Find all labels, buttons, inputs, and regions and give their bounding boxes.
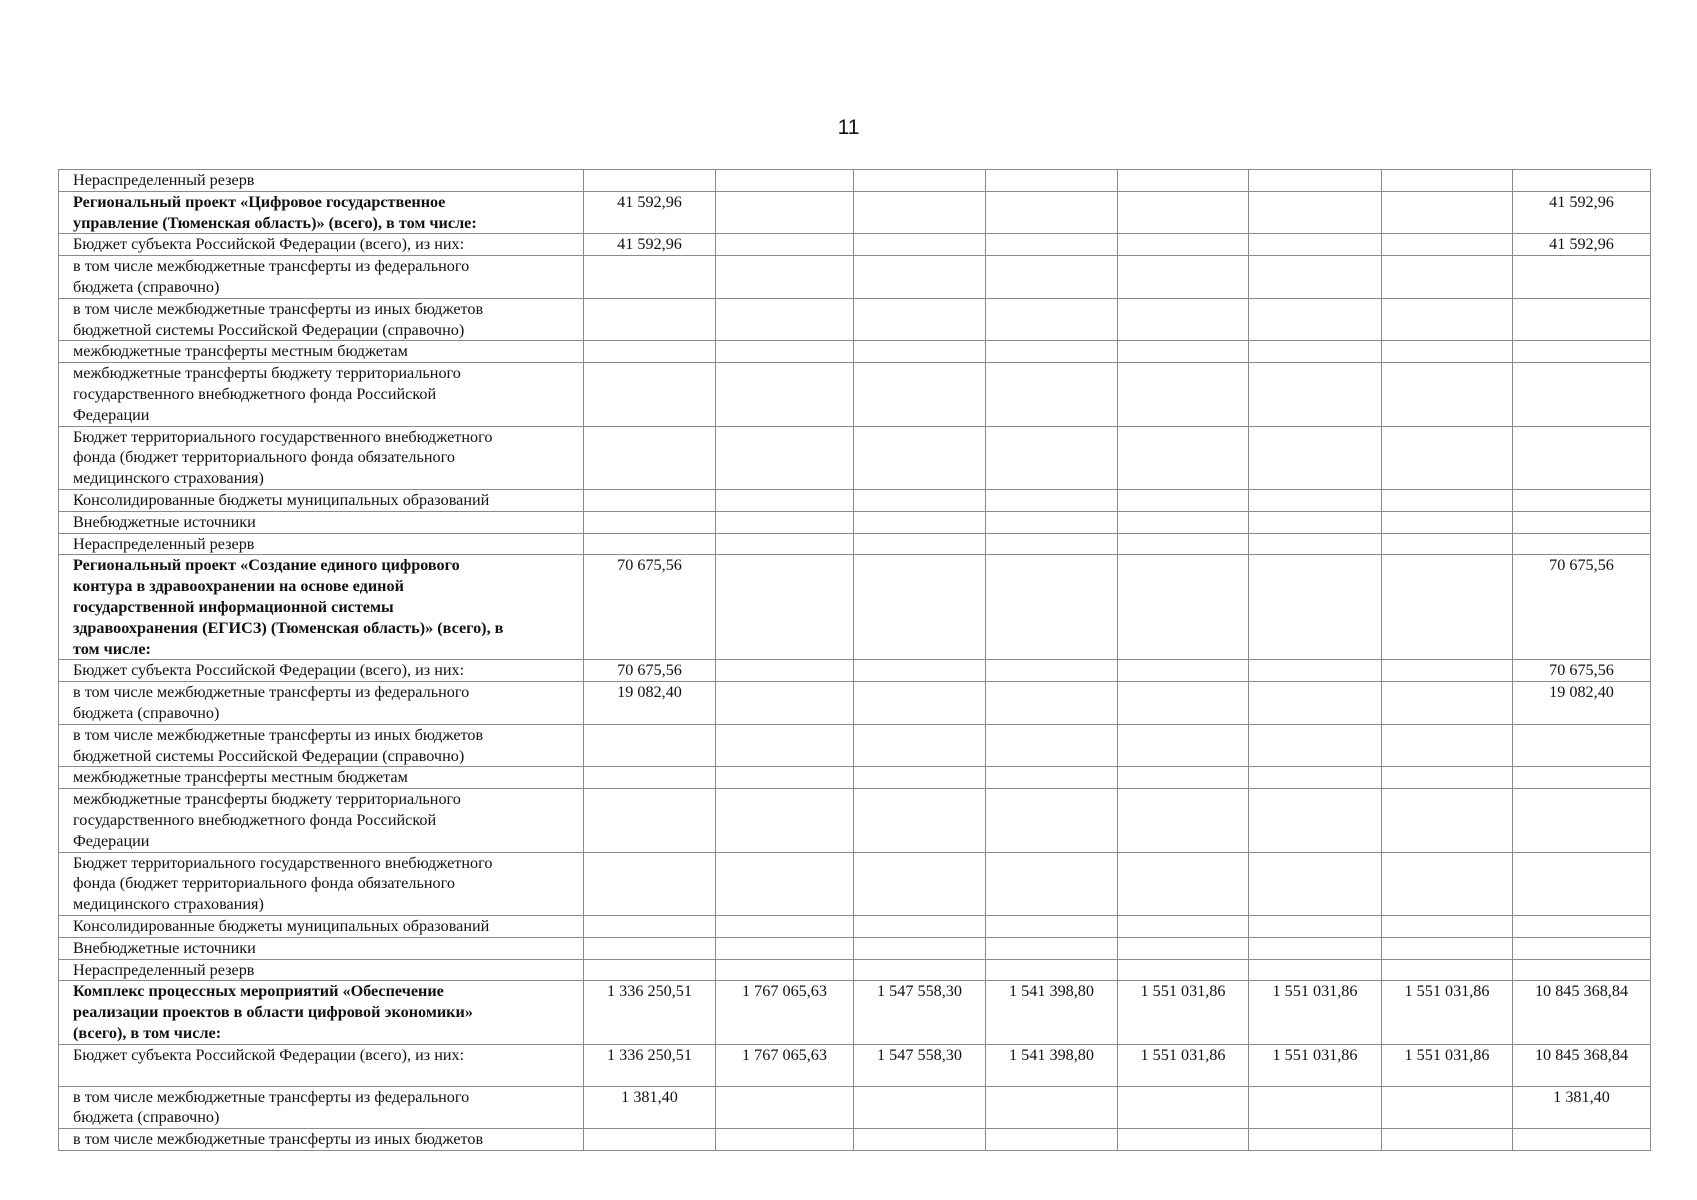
value-cell bbox=[716, 341, 854, 363]
value-cell bbox=[854, 555, 986, 660]
value-cell bbox=[1118, 789, 1249, 852]
value-cell bbox=[854, 298, 986, 341]
value-cell bbox=[1118, 363, 1249, 426]
value-cell bbox=[1382, 724, 1513, 767]
row-label: Внебюджетные источники bbox=[59, 511, 584, 533]
row-label: Комплекс процессных мероприятий «Обеспечение реализации проектов в области цифровой экономики» (всего), в том числе: bbox=[59, 981, 584, 1044]
value-cell bbox=[1382, 789, 1513, 852]
table-row bbox=[59, 555, 1651, 660]
value-cell bbox=[1382, 363, 1513, 426]
value-cell bbox=[716, 724, 854, 767]
value-cell: 1 381,40 bbox=[1513, 1086, 1651, 1129]
row-label: в том числе межбюджетные трансферты из иных бюджетов bbox=[59, 1129, 584, 1151]
value-cell bbox=[1249, 363, 1382, 426]
value-cell bbox=[1382, 767, 1513, 789]
row-label: межбюджетные трансферты бюджету территориального государственного внебюджетного фонда Российской Федерации bbox=[59, 789, 584, 852]
value-cell bbox=[854, 767, 986, 789]
row-label: межбюджетные трансферты местным бюджетам bbox=[59, 767, 584, 789]
value-cell bbox=[1249, 341, 1382, 363]
value-cell bbox=[584, 170, 716, 192]
row-label: в том числе межбюджетные трансферты из федерального бюджета (справочно) bbox=[59, 256, 584, 299]
value-cell bbox=[716, 915, 854, 937]
value-cell bbox=[716, 767, 854, 789]
table-row bbox=[59, 682, 1651, 725]
value-cell bbox=[1249, 191, 1382, 234]
table-row bbox=[59, 915, 1651, 937]
value-cell: 41 592,96 bbox=[1513, 191, 1651, 234]
row-label: Бюджет территориального государственного внебюджетного фонда (бюджет территориального фонда обязательного медицинского страхования) bbox=[59, 426, 584, 489]
table-row bbox=[59, 937, 1651, 959]
value-cell bbox=[1513, 852, 1651, 915]
value-cell bbox=[1249, 937, 1382, 959]
table-row bbox=[59, 511, 1651, 533]
value-cell bbox=[716, 1086, 854, 1129]
table-row bbox=[59, 852, 1651, 915]
row-label: Бюджет субъекта Российской Федерации (всего), из них: bbox=[59, 1044, 584, 1086]
value-cell bbox=[716, 234, 854, 256]
value-cell bbox=[1118, 915, 1249, 937]
table-row bbox=[59, 981, 1651, 1044]
row-label: Консолидированные бюджеты муниципальных образований bbox=[59, 489, 584, 511]
value-cell bbox=[854, 852, 986, 915]
value-cell bbox=[986, 555, 1118, 660]
value-cell bbox=[1513, 533, 1651, 555]
row-label: Бюджет субъекта Российской Федерации (всего), из них: bbox=[59, 660, 584, 682]
value-cell bbox=[584, 256, 716, 299]
value-cell bbox=[854, 426, 986, 489]
value-cell bbox=[1249, 489, 1382, 511]
value-cell bbox=[716, 682, 854, 725]
value-cell bbox=[854, 191, 986, 234]
row-label: межбюджетные трансферты местным бюджетам bbox=[59, 341, 584, 363]
value-cell bbox=[716, 959, 854, 981]
value-cell bbox=[986, 852, 1118, 915]
value-cell bbox=[1249, 852, 1382, 915]
value-cell bbox=[584, 915, 716, 937]
value-cell bbox=[1382, 915, 1513, 937]
value-cell bbox=[1513, 341, 1651, 363]
value-cell bbox=[986, 660, 1118, 682]
table-row bbox=[59, 341, 1651, 363]
value-cell bbox=[986, 426, 1118, 489]
value-cell bbox=[716, 426, 854, 489]
value-cell bbox=[854, 1086, 986, 1129]
value-cell: 10 845 368,84 bbox=[1513, 981, 1651, 1044]
value-cell: 41 592,96 bbox=[1513, 234, 1651, 256]
value-cell bbox=[1513, 298, 1651, 341]
value-cell bbox=[716, 555, 854, 660]
table-row bbox=[59, 234, 1651, 256]
row-label: Региональный проект «Создание единого цифрового контура в здравоохранении на основе единой государственной информационной системы здравоохранения (ЕГИСЗ) (Тюменская область)» (всего), в том числе: bbox=[59, 555, 584, 660]
value-cell bbox=[716, 489, 854, 511]
value-cell bbox=[1513, 767, 1651, 789]
value-cell bbox=[854, 660, 986, 682]
table-row bbox=[59, 191, 1651, 234]
row-label: Бюджет территориального государственного внебюджетного фонда (бюджет территориального фонда обязательного медицинского страхования) bbox=[59, 852, 584, 915]
table-row bbox=[59, 489, 1651, 511]
value-cell bbox=[1249, 682, 1382, 725]
value-cell bbox=[584, 959, 716, 981]
value-cell: 19 082,40 bbox=[1513, 682, 1651, 725]
value-cell bbox=[986, 1086, 1118, 1129]
value-cell: 1 551 031,86 bbox=[1382, 1044, 1513, 1086]
row-label: в том числе межбюджетные трансферты из иных бюджетов бюджетной системы Российской Федерации (справочно) bbox=[59, 298, 584, 341]
value-cell bbox=[1382, 511, 1513, 533]
value-cell bbox=[1382, 1086, 1513, 1129]
value-cell bbox=[854, 234, 986, 256]
value-cell bbox=[584, 341, 716, 363]
value-cell bbox=[1382, 937, 1513, 959]
table-row bbox=[59, 660, 1651, 682]
value-cell bbox=[1249, 959, 1382, 981]
value-cell: 41 592,96 bbox=[584, 191, 716, 234]
value-cell bbox=[1382, 191, 1513, 234]
value-cell bbox=[584, 724, 716, 767]
value-cell: 19 082,40 bbox=[584, 682, 716, 725]
value-cell bbox=[986, 1129, 1118, 1151]
value-cell bbox=[716, 1129, 854, 1151]
value-cell bbox=[854, 1129, 986, 1151]
value-cell bbox=[986, 363, 1118, 426]
value-cell bbox=[1249, 1086, 1382, 1129]
value-cell bbox=[1118, 511, 1249, 533]
value-cell bbox=[854, 682, 986, 725]
value-cell bbox=[986, 489, 1118, 511]
value-cell bbox=[854, 511, 986, 533]
value-cell bbox=[1249, 256, 1382, 299]
value-cell bbox=[584, 511, 716, 533]
value-cell bbox=[854, 789, 986, 852]
value-cell bbox=[1249, 1129, 1382, 1151]
value-cell bbox=[1118, 852, 1249, 915]
value-cell bbox=[1118, 533, 1249, 555]
value-cell bbox=[716, 298, 854, 341]
row-label: Внебюджетные источники bbox=[59, 937, 584, 959]
value-cell bbox=[716, 191, 854, 234]
value-cell bbox=[1382, 852, 1513, 915]
value-cell bbox=[584, 298, 716, 341]
value-cell bbox=[854, 256, 986, 299]
value-cell bbox=[1513, 426, 1651, 489]
value-cell bbox=[1118, 1129, 1249, 1151]
value-cell bbox=[1249, 234, 1382, 256]
value-cell: 41 592,96 bbox=[584, 234, 716, 256]
value-cell bbox=[1382, 555, 1513, 660]
value-cell bbox=[1382, 256, 1513, 299]
table-row bbox=[59, 298, 1651, 341]
value-cell bbox=[584, 363, 716, 426]
value-cell bbox=[986, 682, 1118, 725]
value-cell bbox=[986, 298, 1118, 341]
row-label: в том числе межбюджетные трансферты из федерального бюджета (справочно) bbox=[59, 1086, 584, 1129]
value-cell bbox=[1118, 234, 1249, 256]
value-cell bbox=[1118, 489, 1249, 511]
value-cell bbox=[584, 937, 716, 959]
table-row bbox=[59, 256, 1651, 299]
value-cell bbox=[1513, 489, 1651, 511]
value-cell bbox=[1513, 170, 1651, 192]
value-cell bbox=[584, 767, 716, 789]
value-cell bbox=[1118, 724, 1249, 767]
value-cell bbox=[1513, 256, 1651, 299]
value-cell: 70 675,56 bbox=[1513, 660, 1651, 682]
row-label: Нераспределенный резерв bbox=[59, 533, 584, 555]
value-cell bbox=[1118, 555, 1249, 660]
value-cell bbox=[1118, 426, 1249, 489]
value-cell bbox=[1118, 767, 1249, 789]
value-cell bbox=[1382, 341, 1513, 363]
budget-table bbox=[58, 169, 1651, 1151]
value-cell bbox=[854, 363, 986, 426]
value-cell bbox=[1513, 937, 1651, 959]
value-cell bbox=[1513, 363, 1651, 426]
value-cell bbox=[1382, 682, 1513, 725]
row-label: межбюджетные трансферты бюджету территориального государственного внебюджетного фонда Российской Федерации bbox=[59, 363, 584, 426]
value-cell: 1 547 558,30 bbox=[854, 1044, 986, 1086]
value-cell bbox=[986, 511, 1118, 533]
table-row bbox=[59, 789, 1651, 852]
row-label: Консолидированные бюджеты муниципальных образований bbox=[59, 915, 584, 937]
value-cell bbox=[986, 724, 1118, 767]
value-cell: 1 381,40 bbox=[584, 1086, 716, 1129]
value-cell bbox=[1382, 234, 1513, 256]
value-cell: 1 336 250,51 bbox=[584, 981, 716, 1044]
value-cell bbox=[986, 191, 1118, 234]
value-cell bbox=[716, 363, 854, 426]
value-cell: 1 541 398,80 bbox=[986, 981, 1118, 1044]
table-row bbox=[59, 1129, 1651, 1151]
value-cell bbox=[1118, 682, 1249, 725]
table-row bbox=[59, 767, 1651, 789]
value-cell bbox=[986, 170, 1118, 192]
value-cell bbox=[716, 533, 854, 555]
value-cell: 10 845 368,84 bbox=[1513, 1044, 1651, 1086]
value-cell: 1 767 065,63 bbox=[716, 1044, 854, 1086]
value-cell bbox=[1382, 1129, 1513, 1151]
value-cell bbox=[1382, 660, 1513, 682]
value-cell bbox=[1249, 170, 1382, 192]
value-cell bbox=[1118, 191, 1249, 234]
value-cell bbox=[1249, 724, 1382, 767]
value-cell bbox=[1513, 724, 1651, 767]
value-cell: 1 336 250,51 bbox=[584, 1044, 716, 1086]
table-row bbox=[59, 363, 1651, 426]
value-cell: 70 675,56 bbox=[584, 660, 716, 682]
value-cell bbox=[584, 533, 716, 555]
value-cell bbox=[986, 959, 1118, 981]
value-cell: 1 551 031,86 bbox=[1249, 1044, 1382, 1086]
table-row bbox=[59, 1086, 1651, 1129]
row-label: Нераспределенный резерв bbox=[59, 170, 584, 192]
value-cell bbox=[716, 937, 854, 959]
value-cell bbox=[986, 234, 1118, 256]
value-cell bbox=[716, 852, 854, 915]
value-cell bbox=[1249, 767, 1382, 789]
value-cell bbox=[1249, 533, 1382, 555]
value-cell bbox=[1513, 959, 1651, 981]
value-cell bbox=[1382, 533, 1513, 555]
value-cell bbox=[1118, 1086, 1249, 1129]
value-cell: 70 675,56 bbox=[584, 555, 716, 660]
value-cell bbox=[1249, 915, 1382, 937]
value-cell bbox=[986, 341, 1118, 363]
value-cell: 1 767 065,63 bbox=[716, 981, 854, 1044]
table-row bbox=[59, 1044, 1651, 1086]
value-cell bbox=[986, 937, 1118, 959]
value-cell bbox=[1118, 298, 1249, 341]
value-cell bbox=[854, 959, 986, 981]
value-cell bbox=[1249, 298, 1382, 341]
table-row bbox=[59, 170, 1651, 192]
value-cell bbox=[986, 533, 1118, 555]
value-cell bbox=[854, 915, 986, 937]
row-label: в том числе межбюджетные трансферты из иных бюджетов бюджетной системы Российской Федерации (справочно) bbox=[59, 724, 584, 767]
row-label: Нераспределенный резерв bbox=[59, 959, 584, 981]
value-cell bbox=[986, 767, 1118, 789]
value-cell bbox=[1249, 511, 1382, 533]
value-cell bbox=[1118, 959, 1249, 981]
value-cell bbox=[584, 426, 716, 489]
value-cell bbox=[584, 489, 716, 511]
value-cell: 70 675,56 bbox=[1513, 555, 1651, 660]
value-cell bbox=[1118, 341, 1249, 363]
value-cell bbox=[986, 256, 1118, 299]
value-cell bbox=[1382, 489, 1513, 511]
value-cell bbox=[854, 341, 986, 363]
row-label: Бюджет субъекта Российской Федерации (всего), из них: bbox=[59, 234, 584, 256]
value-cell bbox=[854, 937, 986, 959]
value-cell bbox=[1118, 256, 1249, 299]
value-cell: 1 547 558,30 bbox=[854, 981, 986, 1044]
value-cell bbox=[1118, 660, 1249, 682]
value-cell: 1 551 031,86 bbox=[1118, 1044, 1249, 1086]
value-cell: 1 551 031,86 bbox=[1382, 981, 1513, 1044]
value-cell bbox=[1513, 511, 1651, 533]
value-cell bbox=[854, 533, 986, 555]
value-cell bbox=[716, 170, 854, 192]
value-cell bbox=[1118, 170, 1249, 192]
value-cell bbox=[716, 789, 854, 852]
value-cell: 1 551 031,86 bbox=[1118, 981, 1249, 1044]
value-cell: 1 551 031,86 bbox=[1249, 981, 1382, 1044]
page-number: 11 bbox=[837, 116, 860, 139]
value-cell: 1 541 398,80 bbox=[986, 1044, 1118, 1086]
value-cell bbox=[854, 489, 986, 511]
value-cell bbox=[854, 170, 986, 192]
value-cell bbox=[584, 1129, 716, 1151]
value-cell bbox=[1118, 937, 1249, 959]
value-cell bbox=[1513, 1129, 1651, 1151]
value-cell bbox=[1382, 170, 1513, 192]
row-label: Региональный проект «Цифровое государственное управление (Тюменская область)» (всего), в том числе: bbox=[59, 191, 584, 234]
value-cell bbox=[986, 789, 1118, 852]
value-cell bbox=[1382, 959, 1513, 981]
value-cell bbox=[1249, 789, 1382, 852]
value-cell bbox=[854, 724, 986, 767]
value-cell bbox=[584, 852, 716, 915]
budget-table-body bbox=[59, 170, 1651, 1151]
value-cell bbox=[986, 915, 1118, 937]
row-label: в том числе межбюджетные трансферты из федерального бюджета (справочно) bbox=[59, 682, 584, 725]
value-cell bbox=[584, 789, 716, 852]
value-cell bbox=[716, 256, 854, 299]
table-row bbox=[59, 533, 1651, 555]
table-row bbox=[59, 724, 1651, 767]
value-cell bbox=[1382, 298, 1513, 341]
value-cell bbox=[1382, 426, 1513, 489]
value-cell bbox=[1513, 915, 1651, 937]
value-cell bbox=[716, 660, 854, 682]
table-row bbox=[59, 959, 1651, 981]
value-cell bbox=[1513, 789, 1651, 852]
value-cell bbox=[716, 511, 854, 533]
value-cell bbox=[1249, 426, 1382, 489]
table-row bbox=[59, 426, 1651, 489]
value-cell bbox=[1249, 555, 1382, 660]
value-cell bbox=[1249, 660, 1382, 682]
